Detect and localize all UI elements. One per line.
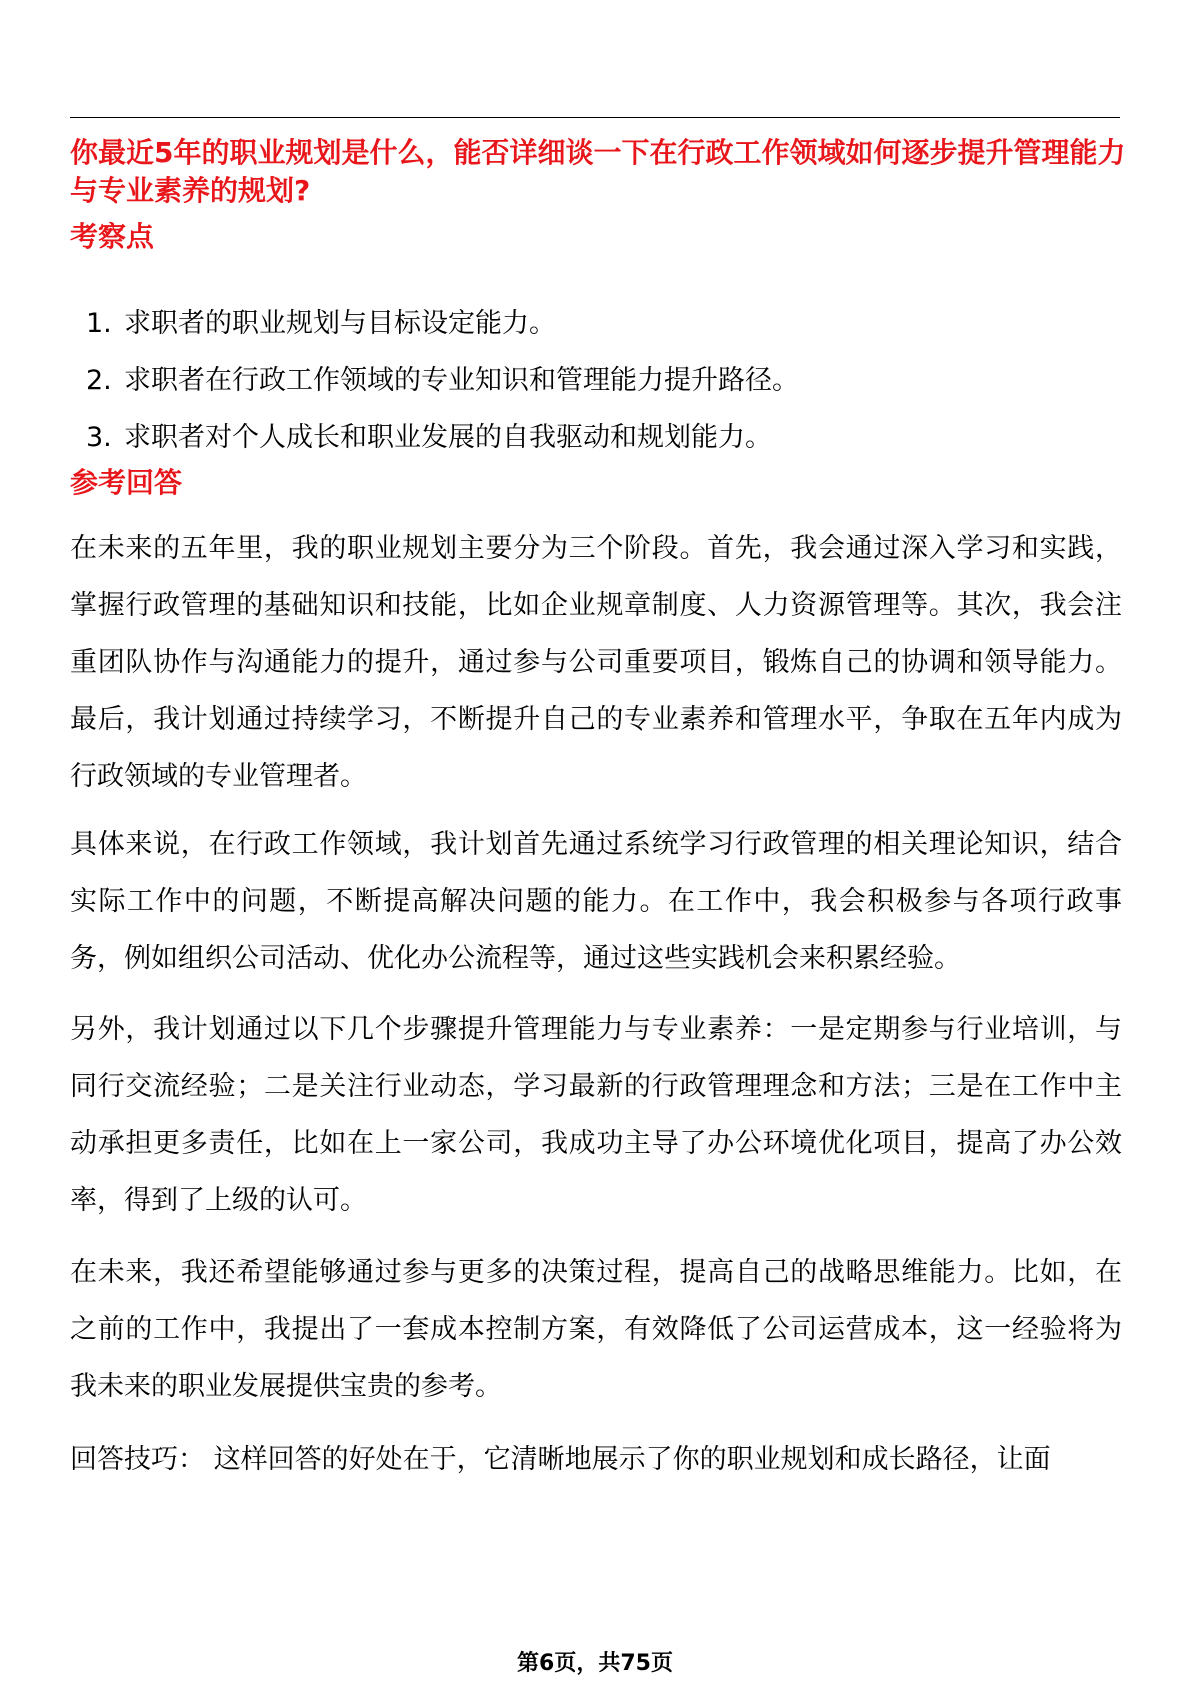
list-item-text: 求职者对个人成长和职业发展的自我驱动和规划能力。 xyxy=(124,422,772,453)
list-item-number: 1. xyxy=(86,308,112,339)
answer-heading: 参考回答 xyxy=(70,466,183,499)
answer-tip: 回答技巧： 这样回答的好处在于，它清晰地展示了你的职业规划和成长路径，让面 xyxy=(70,1444,1051,1475)
top-divider xyxy=(70,117,1120,118)
answer-paragraph: 在未来的五年里，我的职业规划主要分为三个阶段。首先，我会通过深入学习和实践，掌握行政管理的基础知识和技能，比如企业规章制度、人力资源管理等。其次，我会注重团队协作与沟通能力的提升，通过参与公司重要项目，锻炼自己的协调和领导能力。最后，我计划通过持续学习，不断提升自己的专业素养和管理水平，争取在五年内成为行政领域的专业管理者。 xyxy=(70,533,1122,792)
list-item xyxy=(70,419,1120,476)
points-list xyxy=(70,305,1120,476)
answer-paragraph: 另外，我计划通过以下几个步骤提升管理能力与专业素养：一是定期参与行业培训，与同行交流经验；二是关注行业动态，学习最新的行政管理理念和方法；三是在工作中主动承担更多责任，比如在上一家公司，我成功主导了办公环境优化项目，提高了办公效率，得到了上级的认可。 xyxy=(70,1014,1122,1216)
list-item-text: 求职者在行政工作领域的专业知识和管理能力提升路径。 xyxy=(124,365,799,396)
list-item-number: 2. xyxy=(86,365,112,396)
list-item-text: 求职者的职业规划与目标设定能力。 xyxy=(124,308,556,339)
question-title: 你最近5年的职业规划是什么，能否详细谈一下在行政工作领域如何逐步提升管理能力与专业素养的规划? xyxy=(70,136,1126,207)
points-heading: 考察点 xyxy=(70,220,155,253)
answer-paragraph: 在未来，我还希望能够通过参与更多的决策过程，提高自己的战略思维能力。比如，在之前的工作中，我提出了一套成本控制方案，有效降低了公司运营成本，这一经验将为我未来的职业发展提供宝贵的参考。 xyxy=(70,1257,1122,1402)
list-item xyxy=(70,305,1120,362)
list-item xyxy=(70,362,1120,419)
page-number: 第6页，共75页 xyxy=(517,1651,673,1676)
list-item-number: 3. xyxy=(86,422,112,453)
answer-paragraph: 具体来说，在行政工作领域，我计划首先通过系统学习行政管理的相关理论知识，结合实际工作中的问题，不断提高解决问题的能力。在工作中，我会积极参与各项行政事务，例如组织公司活动、优化办公流程等，通过这些实践机会来积累经验。 xyxy=(70,829,1122,974)
